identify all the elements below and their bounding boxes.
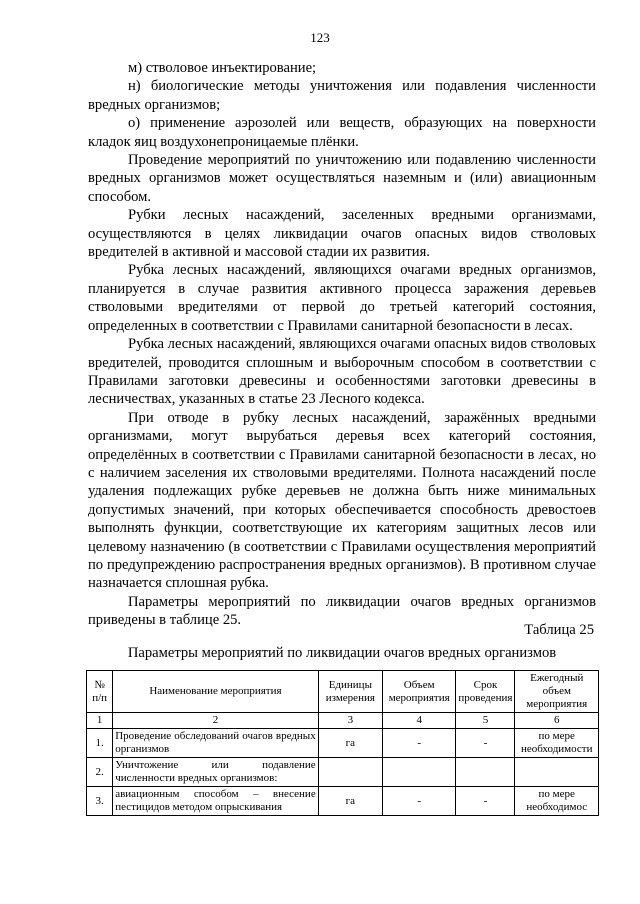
row-measure-name: авиационным способом – внесение пестицидов методом опрыскивания — [113, 787, 318, 816]
row-term: - — [456, 729, 515, 758]
paragraph-n: н) биологические методы уничтожения или подавления численности вредных организмов; — [88, 78, 596, 113]
row-measure-name: Уничтожение или подавление численности вредных организмов: — [113, 758, 318, 787]
paragraph-m: м) стволовое инъектирование; — [128, 60, 317, 76]
table-row — [87, 729, 599, 758]
row-term — [456, 758, 515, 787]
row-annual-volume: по мере необходимости — [515, 729, 599, 758]
row-units: га — [318, 729, 382, 758]
paragraph-o: о) применение аэрозолей или веществ, образующих на поверхности кладок яиц воздухонепроницаемые плёнки. — [88, 115, 596, 150]
header-volume: Объем мероприятия — [382, 671, 455, 713]
table-header-row — [87, 671, 599, 713]
row-units: га — [318, 787, 382, 816]
row-measure-name: Проведение обследований очагов вредных организмов — [113, 729, 318, 758]
paragraph-felling-method: Рубка лесных насаждений, являющихся очагами опасных видов стволовых вредителей, проводится сплошным и выборочным способом в соответствии с Правилами заготовки древесины и особенностями заготовки древесины в лесничествах, указанных в статье 23 Лесного кодекса. — [88, 336, 596, 408]
paragraph-table-reference: Параметры мероприятий по ликвидации очагов вредных организмов приведены в таблице 25. — [88, 593, 596, 629]
row-annual-volume — [515, 758, 599, 787]
parameters-table — [86, 670, 599, 816]
row-term: - — [456, 787, 515, 816]
column-number: 4 — [382, 713, 455, 729]
header-annual-volume: Ежегодный объем мероприятия — [515, 671, 599, 713]
column-number: 2 — [113, 713, 318, 729]
table-row — [87, 787, 599, 816]
table-row — [87, 758, 599, 787]
row-volume: - — [382, 729, 455, 758]
column-number: 6 — [515, 713, 599, 729]
row-number: 1. — [87, 729, 113, 758]
header-units: Единицы измерения — [318, 671, 382, 713]
column-number: 5 — [456, 713, 515, 729]
row-annual-volume: по мере необходимос — [515, 787, 599, 816]
page-number: 123 — [310, 30, 330, 45]
row-volume: - — [382, 787, 455, 816]
row-volume — [382, 758, 455, 787]
header-term: Срок проведения — [456, 671, 515, 713]
column-number: 3 — [318, 713, 382, 729]
table-column-numbers-row — [87, 713, 599, 729]
header-number: № п/п — [87, 671, 113, 713]
paragraph-felling-purpose: Рубки лесных насаждений, заселенных вредными организмами, осуществляются в целях ликвидации очагов опасных видов стволовых вредителей в активной и массовой стадии их развития. — [88, 207, 596, 261]
paragraph-felling-allotment: При отводе в рубку лесных насаждений, заражённых вредными организмами, могут вырубаться деревья всех категорий состояния, определённых в соответствии с Правилами санитарной безопасности в лесах, но с наличием заселения их стволовыми вредителями. Полнота насаждений после удаления подлежащих рубке деревьев не должна быть ниже минимальных допустимых значений, при которых обеспечивается способность древостоев выполнять функции, соответствующие их категориям защитных лесов или целевому назначению (в соответствии с Правилами осуществления мероприятий по предупреждению распространения вредных организмов). В противном случае назначается сплошная рубка. — [88, 409, 596, 592]
column-number: 1 — [87, 713, 113, 729]
paragraph-felling-planning: Рубка лесных насаждений, являющихся очагами вредных организмов, планируется в случае развития активного процесса заражения деревьев стволовыми вредителями от первой до третьей категорий состояния, определенных в соответствии с Правилами санитарной безопасности в лесах. — [88, 262, 596, 334]
row-number: 2. — [87, 758, 113, 787]
row-units — [318, 758, 382, 787]
table-title: Параметры мероприятий по ликвидации очагов вредных организмов — [127, 645, 557, 661]
row-number: 3. — [87, 787, 113, 816]
table-label: Таблица 25 — [524, 622, 594, 638]
paragraph-methods: Проведение мероприятий по уничтожению или подавлению численности вредных организмов может осуществляться наземным и (или) авиационным способом. — [88, 152, 596, 205]
body-text — [88, 59, 596, 630]
header-name: Наименование мероприятия — [113, 671, 318, 713]
